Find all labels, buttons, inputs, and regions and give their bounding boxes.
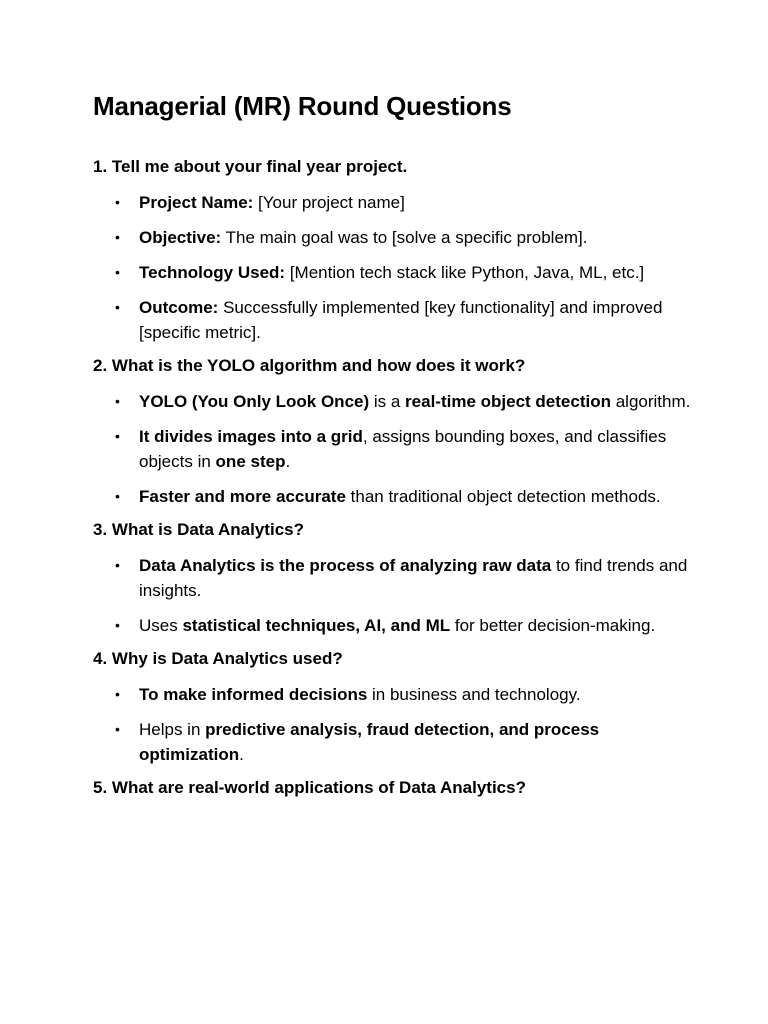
bullet-icon: • — [115, 617, 120, 633]
question-heading: 2. What is the YOLO algorithm and how does it work? — [93, 356, 526, 375]
body-text: Successfully implemented [key functionality] and improved [specific metric]. — [139, 298, 663, 342]
questions-list — [93, 156, 708, 799]
bold-text: YOLO (You Only Look Once) — [139, 392, 370, 411]
bullet-list — [93, 389, 708, 509]
bullet-list — [93, 553, 708, 638]
bullet-icon: • — [115, 557, 120, 573]
body-text: to find trends and insights. — [139, 556, 688, 600]
list-item — [93, 424, 708, 474]
body-text: for better decision-making. — [450, 616, 656, 635]
body-text: . — [239, 745, 244, 764]
body-text: than traditional object detection methods. — [345, 487, 661, 506]
bold-text: statistical techniques, AI, and ML — [182, 616, 451, 635]
bullet-icon: • — [115, 229, 120, 245]
list-item — [93, 484, 708, 509]
list-item — [93, 260, 708, 285]
body-text: The main goal was to [solve a specific problem]. — [221, 228, 588, 247]
bullet-icon: • — [115, 264, 120, 280]
list-item — [93, 613, 708, 638]
body-text: . — [285, 452, 291, 471]
bullet-icon: • — [115, 428, 120, 444]
bold-text: To make informed decisions — [139, 685, 368, 704]
body-text: , assigns bounding boxes, and classifies objects in — [139, 427, 667, 471]
list-item — [93, 389, 708, 414]
list-item — [93, 225, 708, 250]
page-title: Managerial (MR) Round Questions — [93, 91, 512, 121]
bullet-icon: • — [115, 488, 120, 504]
question-heading: 4. Why is Data Analytics used? — [93, 649, 343, 668]
bold-text: Project Name: — [139, 193, 254, 212]
list-item — [93, 553, 708, 603]
bullet-icon: • — [115, 721, 120, 737]
list-item — [93, 190, 708, 215]
body-text: Helps in — [139, 720, 206, 739]
bold-text: one step — [215, 452, 286, 471]
bold-text: Objective: — [139, 228, 222, 247]
body-text: algorithm. — [610, 392, 691, 411]
bullet-list — [93, 190, 708, 345]
bullet-icon: • — [115, 299, 120, 315]
bold-text: Outcome: — [139, 298, 219, 317]
body-text: is a — [369, 392, 406, 411]
question-heading: 3. What is Data Analytics? — [93, 520, 304, 539]
bold-text: Faster and more accurate — [139, 487, 346, 506]
question-heading: 1. Tell me about your final year project. — [93, 157, 408, 176]
bold-text: real-time object detection — [405, 392, 611, 411]
bold-text: predictive analysis, fraud detection, and process optimization — [139, 720, 600, 764]
bullet-list — [93, 682, 708, 767]
bold-text: It divides images into a grid — [139, 427, 363, 446]
body-text: Uses — [139, 616, 183, 635]
body-text: [Mention tech stack like Python, Java, ML, etc.] — [285, 263, 645, 282]
bullet-icon: • — [115, 686, 120, 702]
question-heading: 5. What are real-world applications of Data Analytics? — [93, 778, 526, 797]
list-item — [93, 717, 708, 767]
list-item — [93, 295, 708, 345]
bold-text: Data Analytics is the process of analyzing raw data — [139, 556, 552, 575]
body-text: in business and technology. — [367, 685, 581, 704]
bullet-icon: • — [115, 393, 120, 409]
bullet-icon: • — [115, 194, 120, 210]
bold-text: Technology Used: — [139, 263, 286, 282]
body-text: [Your project name] — [253, 193, 405, 212]
list-item — [93, 682, 708, 707]
